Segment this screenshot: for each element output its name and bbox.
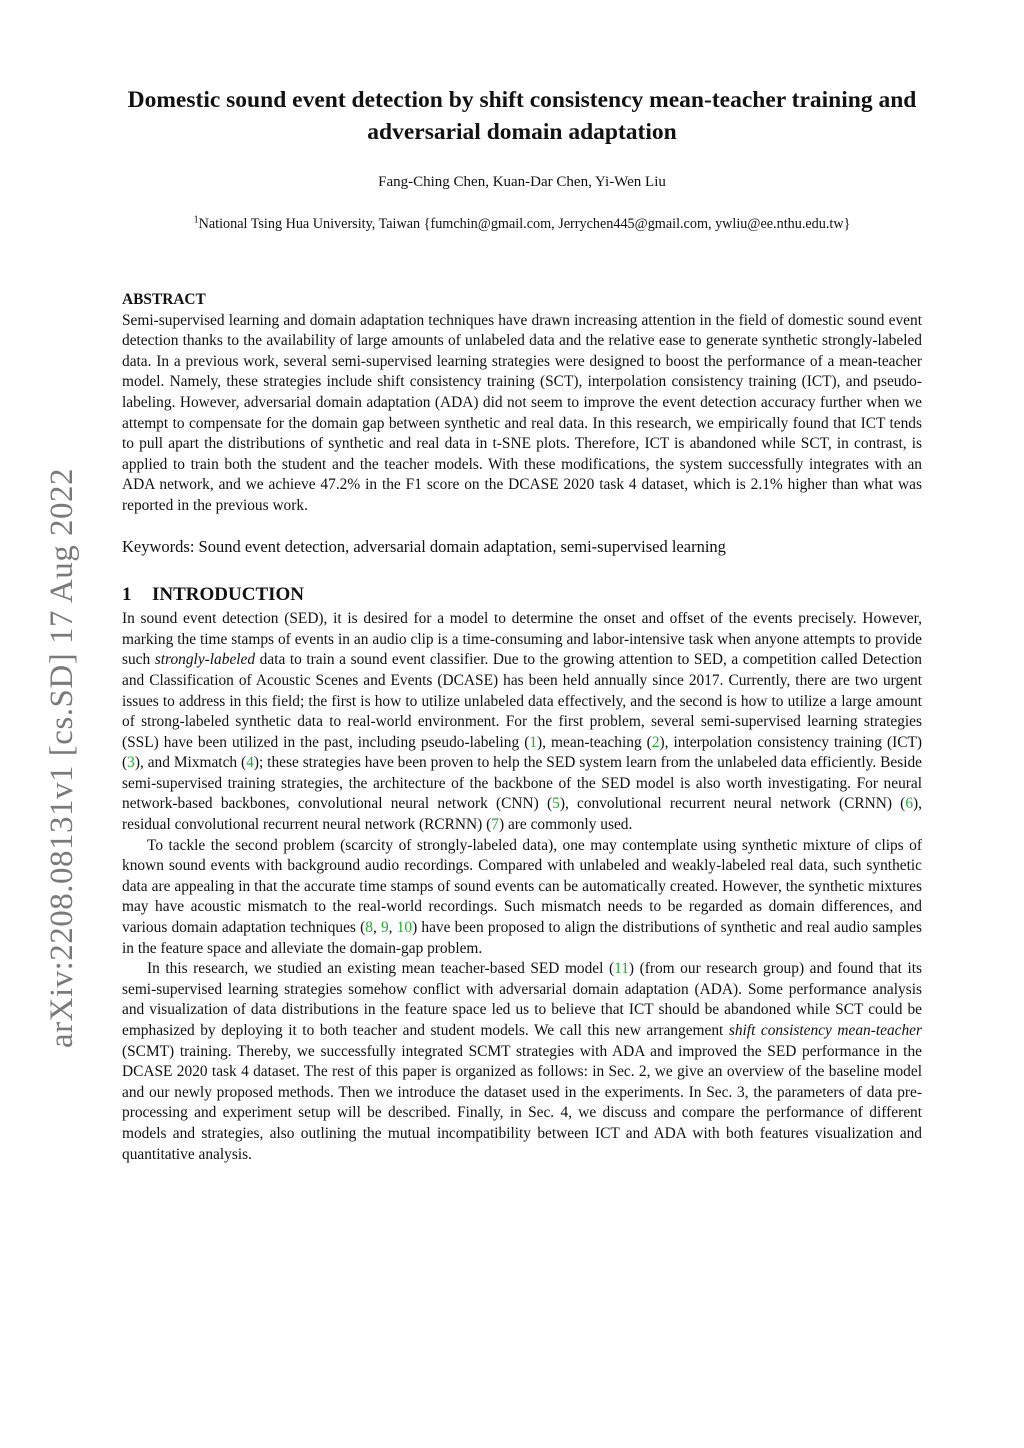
intro-paragraph-1 <box>122 609 922 836</box>
text-run: ) are commonly used. <box>498 816 633 834</box>
citation-link[interactable]: 3 <box>127 754 135 772</box>
text-run: ), mean-teaching ( <box>537 733 652 751</box>
affiliation-marker: 1 <box>193 214 199 226</box>
emphasis-text: shift consistency mean-teacher <box>728 1022 922 1039</box>
intro-paragraph-2 <box>122 836 922 960</box>
text-run: ) (from our research group) and found that its semi-supervised learning strategies somehow conflict with adversarial domain adaptation (ADA). Some performance analysis and visualization of data distributions in the feature space led us to believe that ICT should be abandoned while SCT could be emphasized by deploying it to both teacher and student models. We call this new arrangement <box>122 960 922 1039</box>
citation-link[interactable]: 6 <box>905 795 914 813</box>
text-run: ) have been proposed to align the distributions of synthetic and real audio samples in the feature space and alleviate the domain-gap problem. <box>122 919 922 957</box>
section-heading-introduction <box>122 583 922 607</box>
text-run: , <box>388 919 397 937</box>
text-run: ), interpolation consistency training (ICT) ( <box>122 733 922 772</box>
text-run: In sound event detection (SED), it is desired for a model to determine the onset and offset of the events precisely. However, marking the time stamps of events in an audio clip is a time-consuming and labor-intensive task when anyone attempts to provide such <box>122 610 922 669</box>
text-run: In this research, we studied an existing mean teacher-based SED model ( <box>147 960 615 978</box>
citation-link[interactable]: 9 <box>380 919 389 937</box>
abstract-heading: ABSTRACT <box>122 291 206 308</box>
text-run: To tackle the second problem (scarcity of strongly-labeled data), one may contemplate using synthetic mixture of clips of known sound events with background audio recordings. Compared with unlabeled and weakly-labeled real data, such synthetic data are appealing in that the accurate time stamps of sound events can be automatically created. However, the synthetic mixtures may have acoustic mismatch to the real-world recordings. Such mismatch needs to be regarded as domain differences, and various domain adaptation techniques ( <box>122 836 922 937</box>
citation-link[interactable]: 4 <box>246 754 254 772</box>
affiliation-text: National Tsing Hua University, Taiwan {fumchin@gmail.com, Jerrychen445@gmail.com, ywliu@ee.nthu.edu.tw} <box>198 216 851 232</box>
citation-link[interactable]: 10 <box>396 919 413 937</box>
keywords: Keywords: Sound event detection, adversarial domain adaptation, semi-supervised learning <box>122 536 726 556</box>
section-number: 1 <box>122 584 132 606</box>
paper-title: Domestic sound event detection by shift consistency mean-teacher training and adversarial domain adaptation <box>127 87 917 145</box>
affiliation <box>122 216 922 233</box>
text-run: data to train a sound event classifier. Due to the growing attention to SED, a competition called Detection and Classification of Acoustic Scenes and Events (DCASE) has been held annually since 2017. Currently, there are two urgent issues to address in this field; the first is how to utilize unlabeled data effectively, and the second is how to utilize a large amount of strong-labeled synthetic data to real-world environment. For the first problem, several semi-supervised learning strategies (SSL) have been utilized in the past, including pseudo-labeling ( <box>122 651 922 751</box>
author-list: Fang-Ching Chen, Kuan-Dar Chen, Yi-Wen Liu <box>378 174 666 190</box>
citation-link[interactable]: 7 <box>491 816 499 834</box>
citation-link[interactable]: 2 <box>651 733 660 751</box>
citation-link[interactable]: 8 <box>365 919 373 937</box>
text-run: (SCMT) training. Thereby, we successfully integrated SCMT strategies with ADA and improved the SED performance in the DCASE 2020 task 4 dataset. The rest of this paper is organized as follows: in Sec. 2, we give an overview of the baseline model and our newly proposed methods. Then we introduce the dataset used in the experiments. In Sec. 3, the parameters of data pre-processing and experiment setup will be described. Finally, in Sec. 4, we discuss and compare the performance of different models and strategies, also outlining the mutual incompatibility between ICT and ADA with both features visualization and quantitative analysis. <box>122 1042 922 1163</box>
emphasis-text: strongly-labeled <box>154 651 256 669</box>
citation-link[interactable]: 5 <box>552 795 560 813</box>
text-run: , <box>372 919 381 937</box>
text-run: ), residual convolutional recurrent neural network (RCRNN) ( <box>122 795 922 834</box>
arxiv-side-stamp: arXiv:2208.08131v1 [cs.SD] 17 Aug 2022 <box>44 468 80 1048</box>
citation-link[interactable]: 1 <box>529 733 538 751</box>
citation-link[interactable]: 11 <box>614 960 629 978</box>
intro-paragraph-3 <box>122 959 922 1165</box>
abstract-body: Semi-supervised learning and domain adaptation techniques have drawn increasing attention in the field of domestic sound event detection thanks to the availability of large amounts of unlabeled data and the relative ease to generate synthetic strongly-labeled data. In a previous work, several semi-supervised learning strategies were designed to boost the performance of a mean-teacher model. Namely, these strategies include shift consistency training (SCT), interpolation consistency training (ICT), and pseudo-labeling. However, adversarial domain adaptation (ADA) did not seem to improve the event detection accuracy further when we attempt to compensate for the domain gap between synthetic and real data. In this research, we empirically found that ICT tends to pull apart the distributions of synthetic and real data in t-SNE plots. Therefore, ICT is abandoned while SCT, in contrast, is applied to train both the student and the teacher models. With these modifications, the system successfully integrates with an ADA network, and we achieve 47.2% in the F1 score on the DCASE 2020 task 4 dataset, which is 2.1% higher than what was reported in the previous work. <box>122 311 922 514</box>
text-run: ), and Mixmatch ( <box>134 754 247 772</box>
paper-body <box>122 290 922 1165</box>
section-title: INTRODUCTION <box>152 584 305 606</box>
text-run: ), convolutional recurrent neural network (CRNN) ( <box>559 795 906 813</box>
text-run: ); these strategies have been proven to help the SED system learn from the unlabeled data efficiently. Beside semi-supervised training strategies, the architecture of the backbone of the SED model is also worth investigating. For neural network-based backbones, convolutional neural network (CNN) ( <box>122 754 923 813</box>
